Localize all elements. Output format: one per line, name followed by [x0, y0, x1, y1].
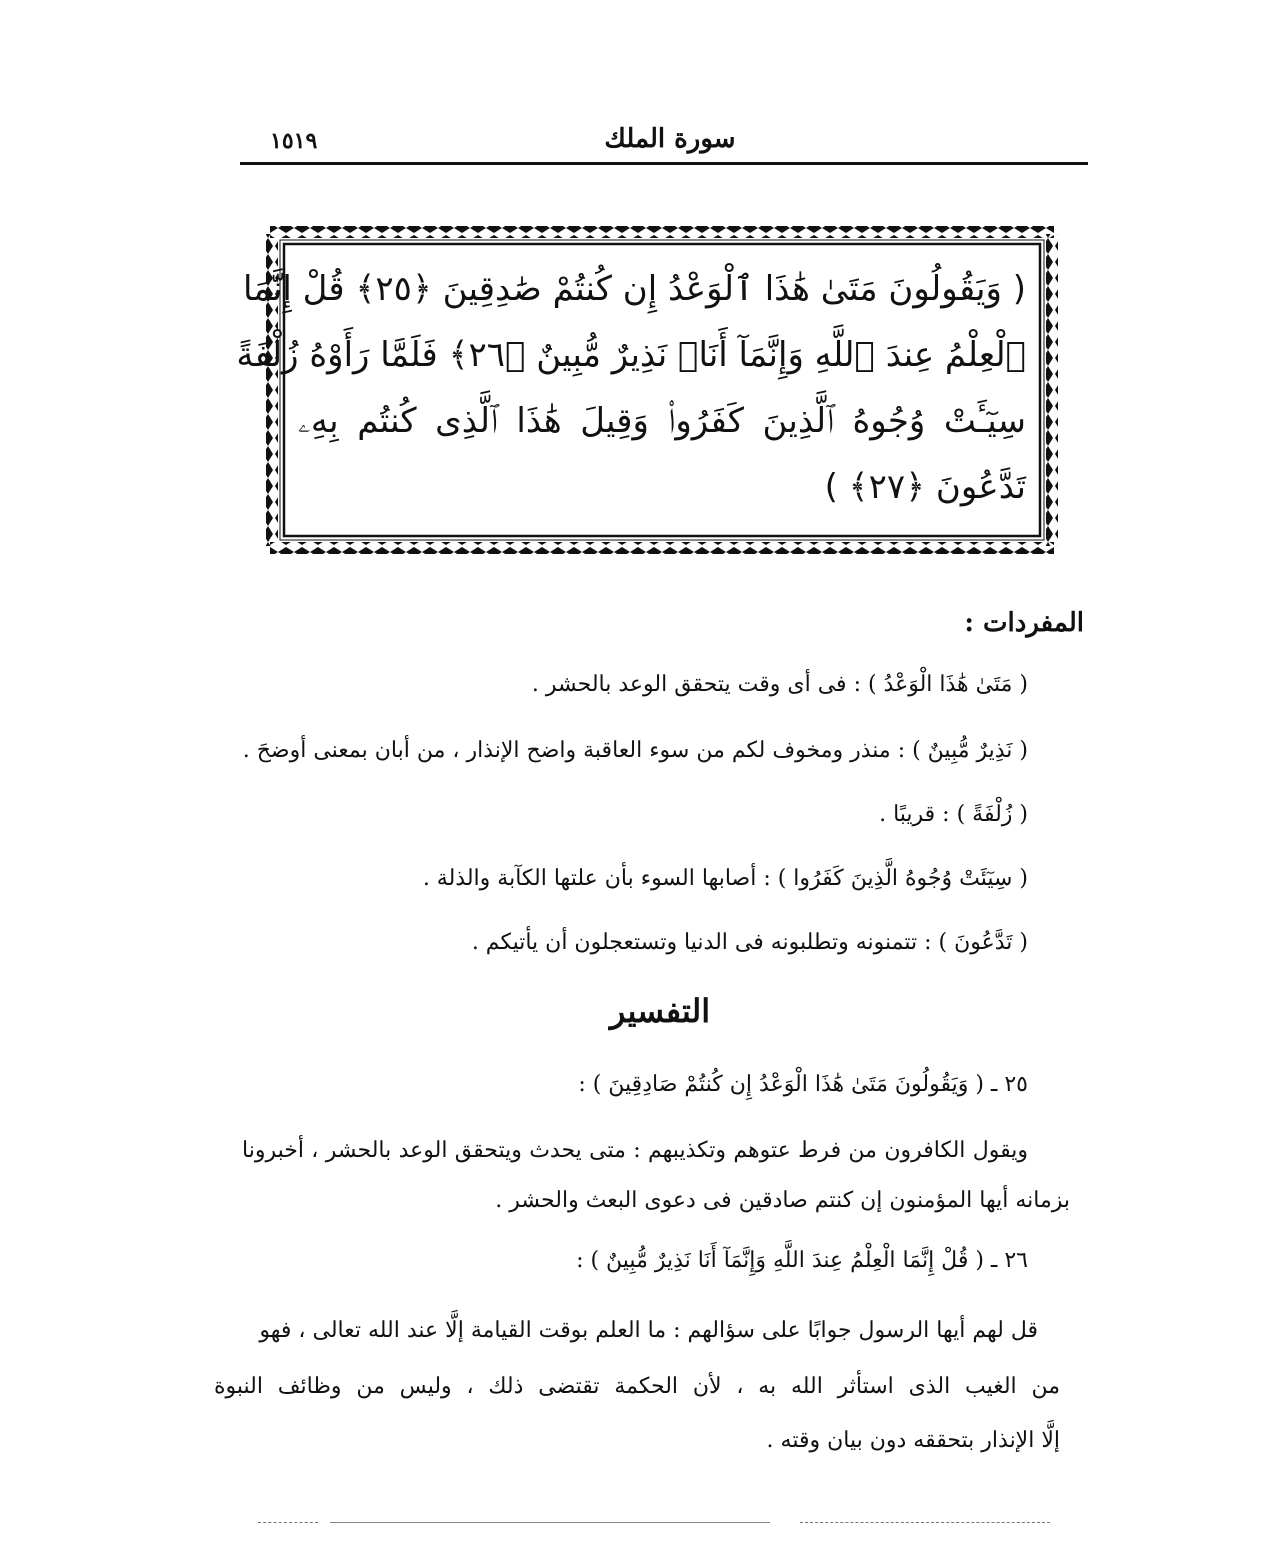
page-number: ١٥١٩ [270, 128, 318, 154]
verse-line: سِيٓـَٔتْ وُجُوهُ ٱلَّذِينَ كَفَرُوا۟ وَقِيلَ هَٰذَا ٱلَّذِى كُنتُم بِهِۦ [298, 401, 1026, 441]
footer-rule [258, 1522, 318, 1523]
verse-line: ( وَيَقُولُونَ مَتَىٰ هَٰذَا ٱلْوَعْدُ إِن كُنتُمْ صَٰدِقِينَ ﴿٢٥﴾ قُلْ إِنَّمَا [242, 269, 1026, 309]
verse-reference: ٢٦ ـ ( قُلْ إِنَّمَا الْعِلْمُ عِندَ اللَّهِ وَإِنَّمَآ أَنَا نَذِيرٌ مُّبِينٌ ) : [576, 1248, 1028, 1273]
vocabulary-item: ( مَتَىٰ هَٰذَا الْوَعْدُ ) : فى أى وقت يتحقق الوعد بالحشر . [531, 672, 1028, 697]
paragraph-line: قل لهم أيها الرسول جوابًا على سؤالهم : ما العلم بوقت القيامة إلَّا عند الله تعالى ، فهو [259, 1318, 1038, 1343]
footer-rule [330, 1522, 770, 1523]
verse-line: ٱلْعِلْمُ عِندَ ٱللَّهِ وَإِنَّمَآ أَنَا۠ نَذِيرٌ مُّبِينٌ ﴿٢٦﴾ فَلَمَّا رَأَوْهُ زُلْفَةً [236, 335, 1026, 375]
surah-title: سورة الملك [604, 124, 736, 154]
quran-verse-text [236, 256, 1026, 524]
vocabulary-item: ( زُلْفَةً ) : قريبًا . [879, 802, 1028, 827]
vocabulary-item: ( نَذِيرٌ مُّبِينٌ ) : منذر ومخوف لكم من سوء العاقبة واضح الإنذار ، من أبان بمعنى أوضحَ . [242, 738, 1028, 763]
footer-rule [800, 1522, 1050, 1523]
verse-reference: ٢٥ ـ ( وَيَقُولُونَ مَتَىٰ هَٰذَا الْوَعْدُ إِن كُنتُمْ صَادِقِينَ ) : [578, 1072, 1028, 1097]
paragraph-line: بزمانه أيها المؤمنون إن كنتم صادقين فى دعوى البعث والحشر . [495, 1188, 1070, 1213]
vocabulary-item: ( تَدَّعُونَ ) : تتمنونه وتطلبونه فى الدنيا وتستعجلون أن يأتيكم . [471, 930, 1028, 955]
paragraph-line: من الغيب الذى استأثر الله به ، لأن الحكمة تقتضى ذلك ، وليس من وظائف النبوة [214, 1374, 1060, 1399]
paragraph-line: ويقول الكافرون من فرط عتوهم وتكذيبهم : متى يحدث ويتحقق الوعد بالحشر ، أخبرونا [242, 1138, 1028, 1163]
verse-line: تَدَّعُونَ ﴿٢٧﴾ ) [824, 467, 1026, 507]
header-rule [240, 162, 1088, 165]
vocabulary-item: ( سِيٓئَتْ وُجُوهُ الَّذِينَ كَفَرُوا ) : أصابها السوء بأن علتها الكآبة والذلة . [422, 866, 1028, 891]
tafsir-heading: التفسير [609, 992, 711, 1030]
paragraph-line: إلَّا الإنذار بتحققه دون بيان وقته . [766, 1428, 1060, 1453]
vocabulary-heading: المفردات : [964, 608, 1084, 638]
verse-frame [236, 222, 1062, 558]
